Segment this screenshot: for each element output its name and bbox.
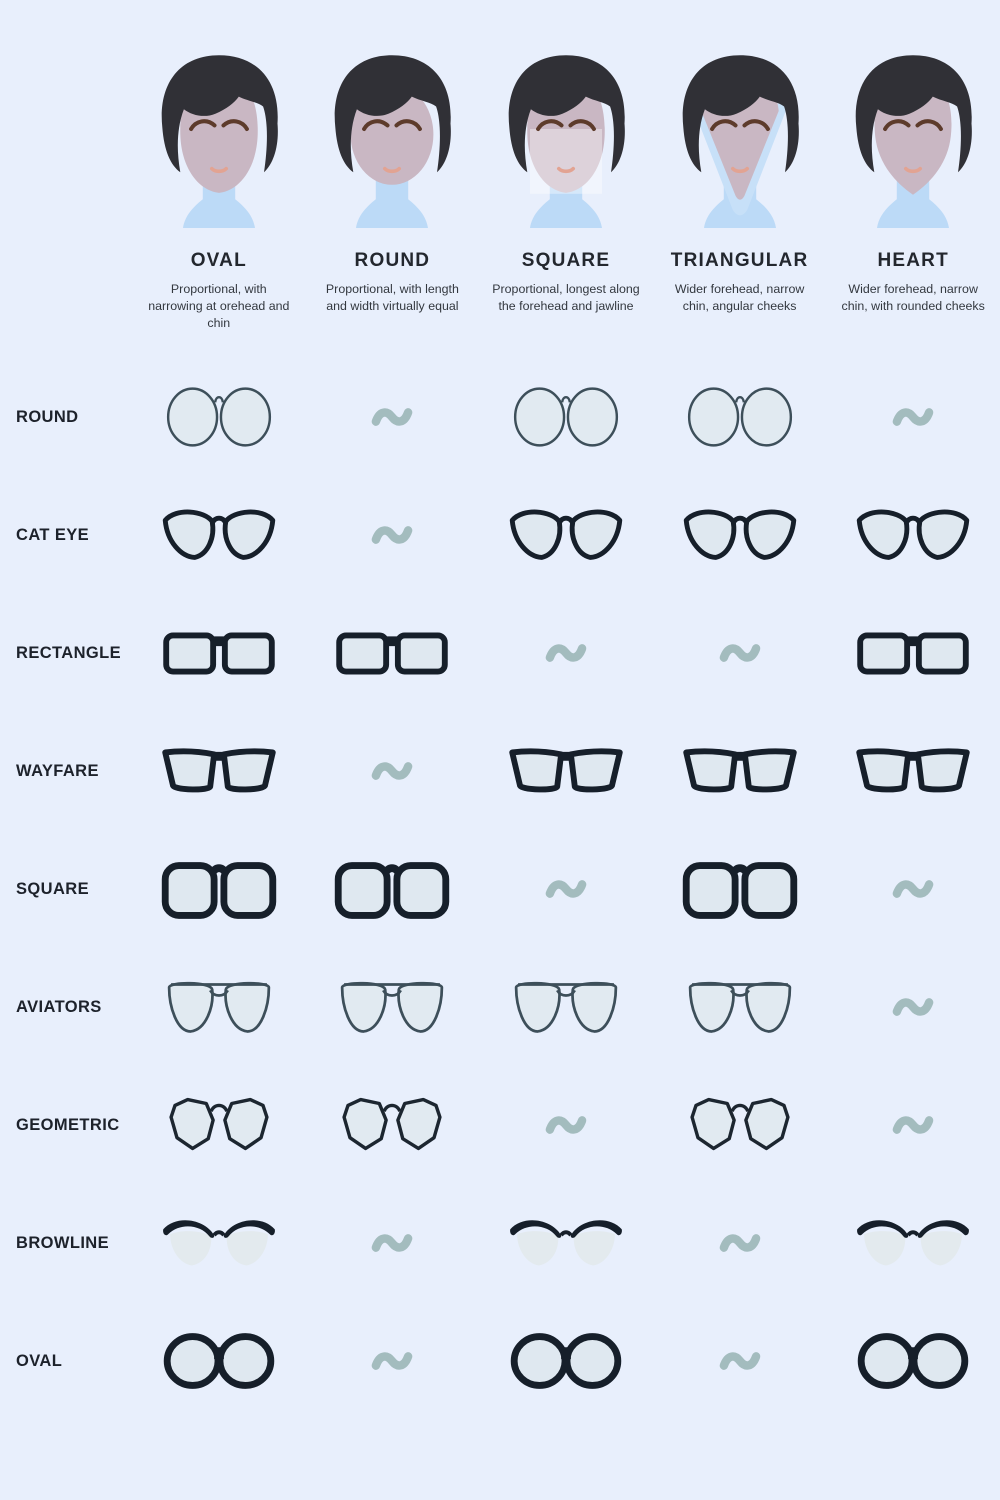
- cateye-glasses-icon: [507, 491, 625, 579]
- cell-aviators-triangular: [653, 963, 827, 1051]
- face-round-illustration: [311, 48, 473, 237]
- glasses-style-label: RECTANGLE: [16, 643, 122, 662]
- not-suitable-squiggle-icon: [543, 872, 589, 906]
- cell-rectangle-oval: [132, 609, 306, 697]
- cell-browline-square: [479, 1199, 653, 1287]
- not-suitable-squiggle-icon: [369, 1226, 415, 1260]
- face-shape-label: ROUND: [354, 250, 431, 271]
- face-shape-description: Proportional, with length and width virtually equal: [325, 282, 459, 314]
- cell-wayfare-triangular: [653, 727, 827, 815]
- cell-cateye-triangular: [653, 491, 827, 579]
- glasses-style-label: SQUARE: [16, 879, 89, 898]
- browline-glasses-icon: [160, 1199, 278, 1287]
- glasses-row-cateye: [0, 476, 1000, 594]
- glasses-row-browline: [0, 1184, 1000, 1302]
- browline-glasses-icon: [507, 1199, 625, 1287]
- not-suitable-squiggle-icon: [717, 1226, 763, 1260]
- glasses-row-aviators: [0, 948, 1000, 1066]
- glasses-style-label: OVAL: [16, 1351, 63, 1370]
- rectangle-glasses-icon: [160, 609, 278, 697]
- cell-geometric-triangular: [653, 1081, 827, 1169]
- not-suitable-squiggle-icon: [369, 754, 415, 788]
- cell-geometric-oval: [132, 1081, 306, 1169]
- cell-aviators-heart: [826, 990, 1000, 1024]
- cell-square-round: [306, 845, 480, 933]
- geometric-glasses-icon: [160, 1081, 278, 1169]
- cell-wayfare-heart: [826, 727, 1000, 815]
- face-triangular-illustration: [659, 48, 821, 237]
- face-heart-illustration: [832, 48, 994, 237]
- cell-round-round: [306, 400, 480, 434]
- glasses-row-rectangle: [0, 594, 1000, 712]
- face-shape-label: HEART: [877, 250, 949, 271]
- face-shape-label: OVAL: [190, 250, 247, 271]
- cell-cateye-heart: [826, 491, 1000, 579]
- square-glasses-icon: [681, 845, 799, 933]
- not-suitable-squiggle-icon: [890, 990, 936, 1024]
- cell-browline-round: [306, 1226, 480, 1260]
- aviators-glasses-icon: [333, 963, 451, 1051]
- not-suitable-squiggle-icon: [890, 872, 936, 906]
- cell-wayfare-square: [479, 727, 653, 815]
- cell-wayfare-oval: [132, 727, 306, 815]
- cell-square-triangular: [653, 845, 827, 933]
- cell-rectangle-heart: [826, 609, 1000, 697]
- not-suitable-squiggle-icon: [369, 518, 415, 552]
- wayfare-glasses-icon: [160, 727, 278, 815]
- cell-geometric-round: [306, 1081, 480, 1169]
- cell-geometric-square: [479, 1108, 653, 1142]
- not-suitable-squiggle-icon: [890, 1108, 936, 1142]
- wayfare-glasses-icon: [854, 727, 972, 815]
- cell-aviators-oval: [132, 963, 306, 1051]
- face-oval-illustration: [138, 48, 300, 237]
- cell-rectangle-round: [306, 609, 480, 697]
- not-suitable-squiggle-icon: [543, 636, 589, 670]
- cell-browline-triangular: [653, 1226, 827, 1260]
- glasses-row-round: [0, 358, 1000, 476]
- cateye-glasses-icon: [160, 491, 278, 579]
- glasses-style-label: AVIATORS: [16, 997, 102, 1016]
- cell-rectangle-square: [479, 636, 653, 670]
- face-column-oval: [132, 48, 306, 332]
- cell-oval-round: [306, 1344, 480, 1378]
- aviators-glasses-icon: [160, 963, 278, 1051]
- oval-glasses-icon: [160, 1317, 278, 1405]
- round-glasses-icon: [160, 373, 278, 461]
- compatibility-matrix: [0, 358, 1000, 1420]
- cell-wayfare-round: [306, 754, 480, 788]
- square-glasses-icon: [160, 845, 278, 933]
- glasses-row-geometric: [0, 1066, 1000, 1184]
- round-glasses-icon: [507, 373, 625, 461]
- glasses-row-oval: [0, 1302, 1000, 1420]
- cateye-glasses-icon: [854, 491, 972, 579]
- oval-glasses-icon: [854, 1317, 972, 1405]
- face-column-triangular: [653, 48, 827, 332]
- face-header-row: [0, 0, 1000, 332]
- header-spacer: [0, 48, 132, 332]
- cell-browline-oval: [132, 1199, 306, 1287]
- face-shape-description: Proportional, longest along the forehead and jawline: [492, 282, 640, 314]
- cell-oval-square: [479, 1317, 653, 1405]
- cell-geometric-heart: [826, 1108, 1000, 1142]
- geometric-glasses-icon: [333, 1081, 451, 1169]
- rectangle-glasses-icon: [333, 609, 451, 697]
- aviators-glasses-icon: [681, 963, 799, 1051]
- face-shape-label: SQUARE: [521, 250, 611, 271]
- glasses-style-label: WAYFARE: [16, 761, 99, 780]
- face-column-heart: [826, 48, 1000, 332]
- glasses-style-label: CAT EYE: [16, 525, 90, 544]
- face-column-round: [306, 48, 480, 332]
- cell-cateye-square: [479, 491, 653, 579]
- cell-rectangle-triangular: [653, 636, 827, 670]
- rectangle-glasses-icon: [854, 609, 972, 697]
- not-suitable-squiggle-icon: [543, 1108, 589, 1142]
- cell-round-oval: [132, 373, 306, 461]
- face-column-square: [479, 48, 653, 332]
- not-suitable-squiggle-icon: [369, 1344, 415, 1378]
- glasses-style-label: GEOMETRIC: [16, 1115, 120, 1134]
- face-shape-description: Wider forehead, narrow chin, angular cheeks: [674, 282, 805, 314]
- cell-square-square: [479, 872, 653, 906]
- cell-cateye-oval: [132, 491, 306, 579]
- glasses-style-label: BROWLINE: [16, 1233, 110, 1252]
- geometric-glasses-icon: [681, 1081, 799, 1169]
- not-suitable-squiggle-icon: [890, 400, 936, 434]
- round-glasses-icon: [681, 373, 799, 461]
- cell-square-heart: [826, 872, 1000, 906]
- cell-round-heart: [826, 400, 1000, 434]
- wayfare-glasses-icon: [681, 727, 799, 815]
- face-square-illustration: [485, 48, 647, 237]
- not-suitable-squiggle-icon: [717, 636, 763, 670]
- not-suitable-squiggle-icon: [717, 1344, 763, 1378]
- browline-glasses-icon: [854, 1199, 972, 1287]
- cell-oval-heart: [826, 1317, 1000, 1405]
- glasses-row-wayfare: [0, 712, 1000, 830]
- cell-round-triangular: [653, 373, 827, 461]
- oval-glasses-icon: [507, 1317, 625, 1405]
- cell-aviators-round: [306, 963, 480, 1051]
- cateye-glasses-icon: [681, 491, 799, 579]
- not-suitable-squiggle-icon: [369, 400, 415, 434]
- cell-cateye-round: [306, 518, 480, 552]
- glasses-style-label: ROUND: [16, 407, 79, 426]
- cell-oval-triangular: [653, 1344, 827, 1378]
- cell-aviators-square: [479, 963, 653, 1051]
- face-shape-description: Wider forehead, narrow chin, with rounded cheeks: [841, 282, 985, 314]
- cell-square-oval: [132, 845, 306, 933]
- cell-round-square: [479, 373, 653, 461]
- face-shape-description: Proportional, with narrowing at orehead and chin: [148, 282, 290, 331]
- glasses-row-square: [0, 830, 1000, 948]
- cell-browline-heart: [826, 1199, 1000, 1287]
- face-shape-label: TRIANGULAR: [670, 250, 809, 271]
- wayfare-glasses-icon: [507, 727, 625, 815]
- cell-oval-oval: [132, 1317, 306, 1405]
- square-glasses-icon: [333, 845, 451, 933]
- aviators-glasses-icon: [507, 963, 625, 1051]
